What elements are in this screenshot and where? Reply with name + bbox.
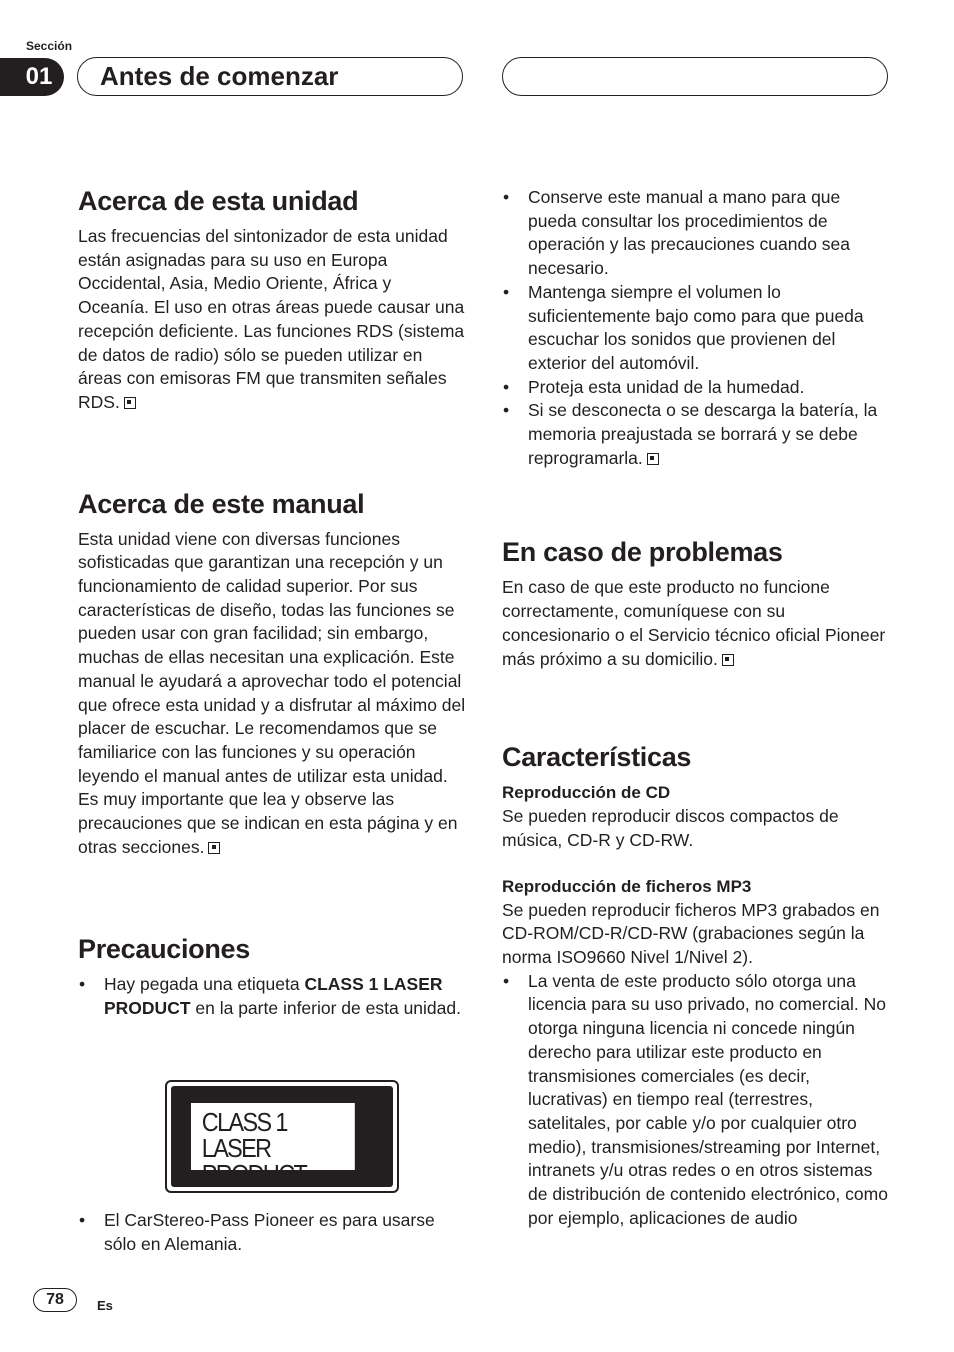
laser-label-text — [191, 1103, 355, 1189]
left-column — [78, 183, 466, 1021]
paragraph-problems — [502, 576, 890, 671]
precautions-list-continued — [78, 1209, 466, 1256]
list-item — [78, 973, 466, 1020]
right-column — [502, 186, 890, 1231]
paragraph-cd: Se pueden reproducir discos compactos de música, CD-R y CD-RW. — [502, 806, 839, 850]
list-item: • La venta de este producto sólo otorga una licencia para su uso privado, no comercial. No otorga ninguna licencia ni concede ningún derecho para utilizar este producto en transmisiones comerciales (es decir, lucrativas) en tiempo real (terrestres, satelitales, por cable y/o por cualquier otro medio), transmisiones/streaming por Internet, intranets y/u otras redes o en otros sistemas de distribución de contenido electrónico, como por ejemplo, aplicaciones de audio — [502, 970, 890, 1231]
paragraph-problems-text: En caso de que este producto no funcione correctamente, comuníquese con su concesionario o el Servicio técnico oficial Pioneer más próximo a su domicilio. — [502, 577, 886, 669]
header-pill-empty — [502, 57, 888, 96]
bullet-text-bold: CLASS 1 LASER PRODUCT — [104, 974, 443, 1019]
paragraph-manual-text: Esta unidad viene con diversas funciones sofisticadas que garantizan una recepción y un funcionamiento de calidad superior. Por sus características de diseño, todas las funciones se pueden usar con gran facilidad; sin embargo, muchas de ellas necesitan una explicación. Este manual le ayudará a aprovechar todo el potencial que ofrece esta unidad y a disfrutar al máximo del placer de escuchar. Le recomendamos que se familiarice con las funciones y su operación leyendo el manual antes de utilizar esta unidad. Es muy importante que lea y observe las precauciones que se indican en esta página y en otras secciones. — [78, 528, 466, 857]
laser-product-label — [165, 1080, 399, 1193]
bullet-text-post: en la parte inferior de esta unidad. — [190, 998, 461, 1019]
heading-precautions: Precauciones — [78, 934, 250, 965]
paragraph-unit-text: Las frecuencias del sintonizador de esta unidad están asignadas para su uso en Europa Occidental, Asia, Medio Oriente, África y Oceanía. El uso en otras áreas puede causar una recepción deficiente. Las funciones RDS (sistema de datos de radio) sólo se pueden utilizar en áreas con emisoras FM que transmiten señales RDS. — [78, 226, 465, 412]
laser-label-frame — [171, 1086, 393, 1187]
precautions-bullets-right — [502, 186, 890, 470]
paragraph-mp3: Se pueden reproducir ficheros MP3 grabados en CD-ROM/CD-R/CD-RW (grabaciones según la norma ISO9660 Nivel 1/Nivel 2). — [502, 899, 880, 968]
heading-problems: En caso de problemas — [502, 537, 783, 568]
list-item: • Conserve este manual a mano para que pueda consultar los procedimientos de operación y las precauciones cuando sea necesario. — [502, 186, 890, 281]
bullet-text: Si se desconecta o se descarga la batería, la memoria preajustada se borrará y se debe reprogramarla. — [528, 400, 878, 468]
precautions-list — [78, 973, 466, 1020]
section-label: Sección — [26, 39, 73, 53]
end-mark-icon — [208, 842, 220, 854]
section-precautions — [78, 931, 466, 1020]
chapter-title-text: Antes de comenzar — [100, 61, 339, 91]
end-mark-icon — [647, 453, 659, 465]
section-problems — [502, 534, 890, 671]
subheading-cd: Reproducción de CD — [502, 783, 671, 803]
section-number-badge: 01 — [0, 58, 64, 96]
bullet-text-pre: Hay pegada una etiqueta — [104, 974, 305, 995]
paragraph-unit — [78, 225, 466, 415]
mp3-list — [502, 970, 890, 1231]
language-code: Es — [97, 1298, 113, 1313]
subheading-mp3: Reproducción de ficheros MP3 — [502, 876, 752, 896]
list-item: • Mantenga siempre el volumen lo suficientemente bajo como para que pueda escuchar los sonidos que provienen del exterior del automóvil. — [502, 281, 890, 376]
precautions-list-2 — [78, 1209, 466, 1256]
section-manual — [78, 486, 466, 860]
section-features — [502, 739, 890, 1230]
list-item — [502, 399, 890, 470]
heading-manual: Acerca de este manual — [78, 488, 365, 519]
heading-unit: Acerca de esta unidad — [78, 186, 359, 216]
end-mark-icon — [124, 397, 136, 409]
laser-label-line1: CLASS 1 — [201, 1107, 287, 1137]
section-unit — [78, 183, 466, 415]
list-item: • Proteja esta unidad de la humedad. — [502, 376, 890, 400]
page-number: 78 — [33, 1288, 77, 1312]
paragraph-manual — [78, 528, 466, 860]
end-mark-icon — [722, 654, 734, 666]
laser-label-line2: LASER PRODUCT — [201, 1133, 307, 1189]
list-item: • El CarStereo-Pass Pioneer es para usarse sólo en Alemania. — [78, 1209, 466, 1256]
heading-features: Características — [502, 742, 692, 773]
chapter-title — [77, 57, 463, 96]
